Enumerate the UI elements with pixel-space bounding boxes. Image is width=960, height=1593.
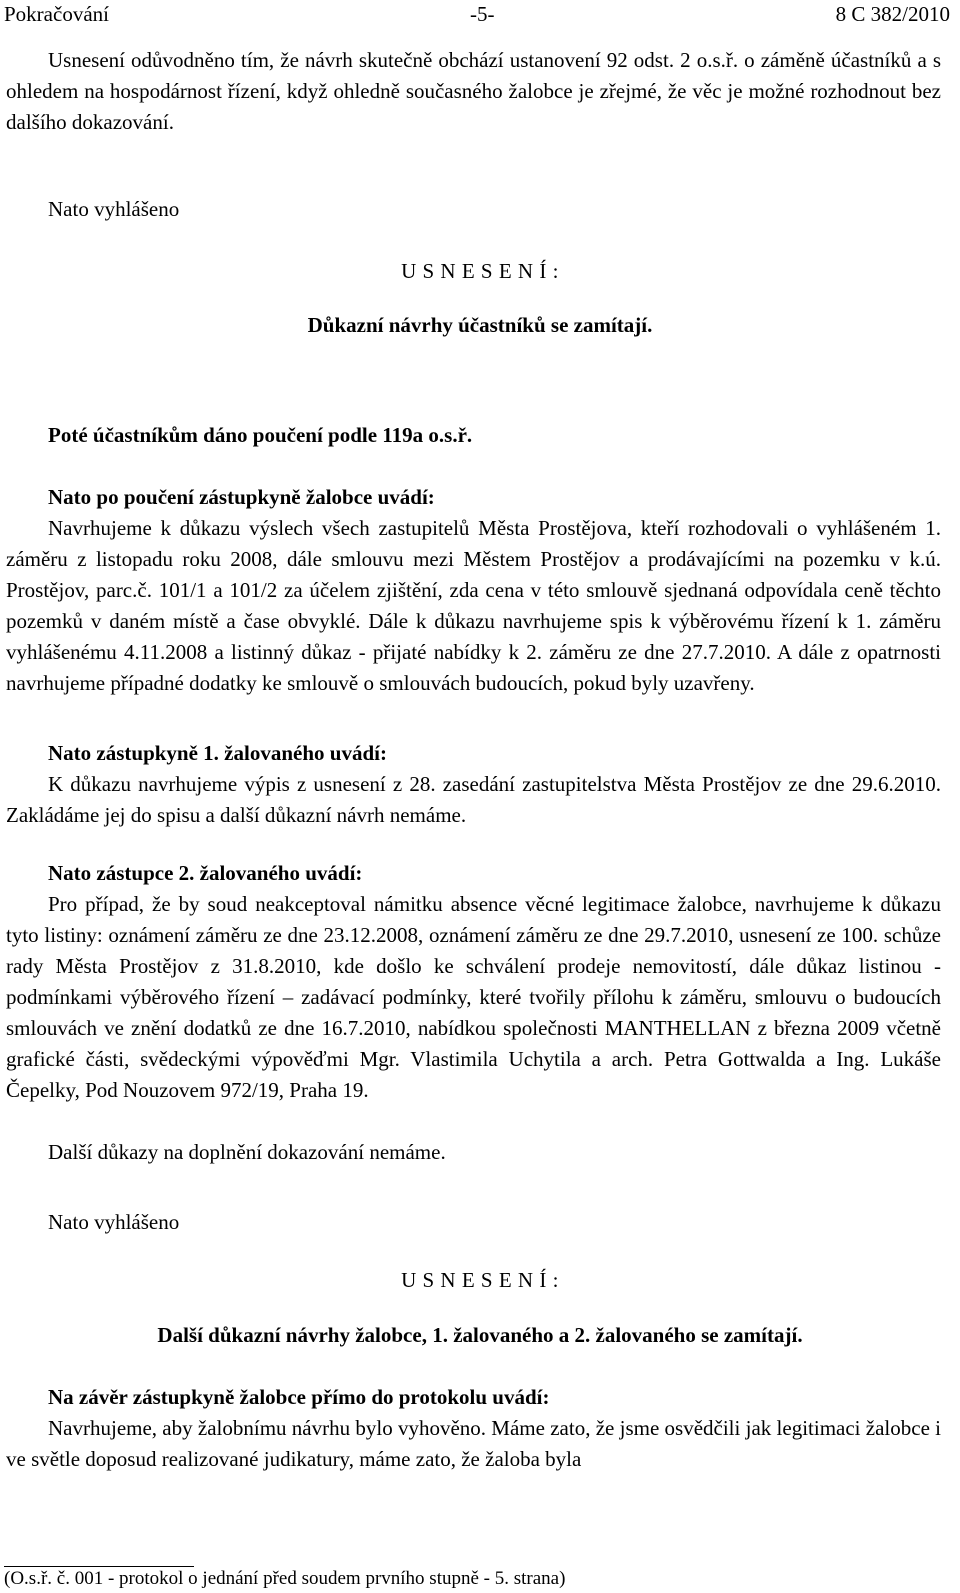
defendant2-statement-heading: Nato zástupce 2. žalovaného uvádí: [48,861,363,885]
closing-statement: Navrhujeme, aby žalobnímu návrhu bylo vyhověno. Máme zato, že jsme osvědčili jak legitimaci žalobce i ve světle doposud realizované judikatury, máme zato, že žaloba byla [6,1416,941,1471]
footer-rule [4,1566,194,1567]
resolution-text-2: Další důkazní návrhy žalobce, 1. žalovaného a 2. žalovaného se zamítají. [157,1323,803,1347]
defendant1-statement: K důkazu navrhujeme výpis z usnesení z 28. zasedání zastupitelstva Města Prostějov ze dne 29.6.2010. Zakládáme jej do spisu a další důkazní návrh nemáme. [6,772,941,827]
defendant1-statement-heading: Nato zástupkyně 1. žalovaného uvádí: [48,741,387,765]
announcement-1: Nato vyhlášeno [48,197,180,221]
resolution-heading-1: U S N E S E N Í : [401,259,559,283]
header-page-number: -5- [470,2,495,26]
defendant2-statement: Pro případ, že by soud neakceptoval námitku absence věcné legitimace žalobce, navrhujeme k důkazu tyto listiny: oznámení záměru ze dne 23.12.2008, oznámení záměru ze dne 29.7.2010, usnesení ze 100. schůze rady Města Prostějov z 31.8.2010, kde došlo ke schválení prodeje nemovitostí, dále důkaz listinou - podmínkami výběrového řízení – zadávací podmínky, které tvořily přílohu k záměru, smlouvu o budoucích smlouvách ve znění dodatků ze dne 16.7.2010, nabídkou společnosti MANTHELLAN z března 2009 včetně grafické části, svědeckými výpověďmi Mgr. Vlastimila Uchytila a arch. Petra Gottwalda a Ing. Lukáše Čepelky, Pod Nouzovem 972/19, Praha 19. [6,892,941,1102]
header-case-number: 8 C 382/2010 [835,2,950,26]
plaintiff-statement-heading: Nato po poučení zástupkyně žalobce uvádí: [48,485,435,509]
plaintiff-statement: Navrhujeme k důkazu výslech všech zastupitelů Města Prostějova, kteří rozhodovali o vyhlášeném 1. záměru z listopadu roku 2008, dále smlouvu mezi Městem Prostějov a prodávajícími na pozemku v k.ú. Prostějov, parc.č. 101/1 a 101/2 za účelem zjištění, zda cena v této smlouvě sjednaná odpovídala ceně těchto pozemků v daném místě a čase obvyklé. Dále k důkazu navrhujeme spis k výběrovému řízení k 1. záměru vyhlášenému 4.11.2008 a listinný důkaz - přijaté nabídky k 2. záměru ze dne 27.7.2010. A dále z opatrnosti navrhujeme případné dodatky ke smlouvě o smlouvách budoucích, pokud byly uzavřeny. [6,516,941,695]
instruction-note: Poté účastníkům dáno poučení podle 119a o.s.ř. [48,423,473,447]
page-header [4,2,950,30]
closing-statement-heading: Na závěr zástupkyně žalobce přímo do protokolu uvádí: [48,1385,550,1409]
resolution-text-1: Důkazní návrhy účastníků se zamítají. [307,313,653,337]
announcement-2: Nato vyhlášeno [48,1210,180,1234]
paragraph-justification: Usnesení odůvodněno tím, že návrh skutečně obchází ustanovení 92 odst. 2 o.s.ř. o záměně účastníků a s ohledem na hospodárnost řízení, když ohledně současného žalobce je zřejmé, že věc je možné rozhodnout bez dalšího dokazování. [6,48,941,134]
header-continuation: Pokračování [4,2,109,26]
resolution-heading-2: U S N E S E N Í : [401,1268,559,1292]
defendant2-statement-closing: Další důkazy na doplnění dokazování nemáme. [48,1140,446,1164]
page-footer: (O.s.ř. č. 001 - protokol o jednání před soudem prvního stupně - 5. strana) [4,1568,566,1589]
